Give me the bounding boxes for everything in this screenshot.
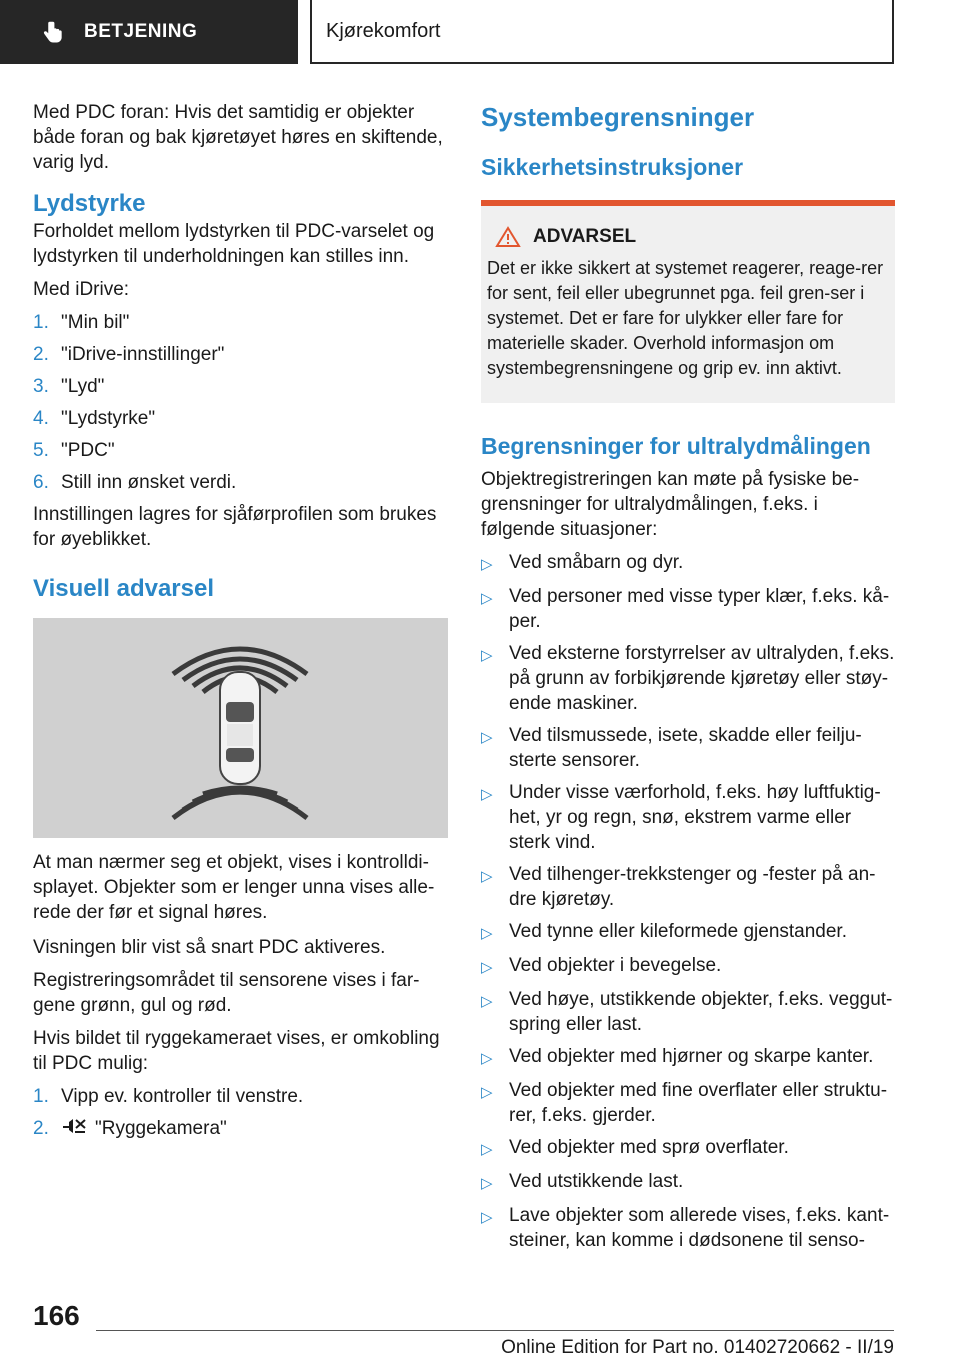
section-tab (0, 0, 298, 64)
section-label: BETJENING (84, 21, 198, 42)
ultrasonic-paragraph: Objektregistreringen kan møte på fysiske be-grensninger for ultralydmålingen, f.eks. i følgende situasjoner: (481, 469, 860, 540)
list-item (33, 342, 448, 367)
list-item (33, 1116, 448, 1141)
list-item-text: Ved objekter med hjørner og skarpe kanter. (509, 1046, 874, 1067)
list-item (481, 1044, 895, 1071)
step-number: 2. (33, 344, 49, 365)
step-number: 1. (33, 312, 49, 333)
list-item (33, 310, 448, 335)
triangle-bullet-icon: ▷ (481, 1209, 493, 1226)
step-number: 6. (33, 472, 49, 493)
ultrasonic-limits-heading: Begrensninger for ultralydmålingen (481, 433, 871, 459)
step-number: 4. (33, 408, 49, 429)
list-item (481, 641, 895, 716)
list-item-text: Ved eksterne forstyrrelser av ultralyden, f.eks. på grunn av forbikjørende kjøretøy eller støy-ende maskiner. (509, 643, 895, 714)
step-text: "Lyd" (61, 376, 105, 397)
warning-box (481, 200, 895, 403)
triangle-bullet-icon: ▷ (481, 786, 493, 803)
limits-list (481, 550, 895, 1253)
warning-triangle-icon (495, 226, 521, 248)
list-item-text: Ved objekter med sprø overflater. (509, 1137, 789, 1158)
triangle-bullet-icon: ▷ (481, 590, 493, 607)
camera-paragraph: Hvis bildet til ryggekameraet vises, er omkobling til PDC mulig: (33, 1028, 440, 1074)
display-paragraph: Visningen blir vist så snart PDC aktiveres. (33, 937, 386, 958)
triangle-bullet-icon: ▷ (481, 993, 493, 1010)
list-item (33, 406, 448, 431)
triangle-bullet-icon: ▷ (481, 556, 493, 573)
list-item (481, 1078, 895, 1128)
list-item (481, 987, 895, 1037)
rear-camera-icon (61, 1116, 87, 1138)
chapter-title: Kjørekomfort (310, 0, 894, 64)
pdc-front-paragraph: Med PDC foran: Hvis det samtidig er objekter både foran og bak kjøretøyet høres en skiftende, varig lyd. (33, 102, 443, 173)
list-item-text: Ved utstikkende last. (509, 1171, 684, 1192)
page-number: 166 (33, 1300, 80, 1331)
list-item (481, 584, 895, 634)
list-item (481, 862, 895, 912)
step-text: "Min bil" (61, 312, 130, 333)
pdc-display-image (33, 618, 448, 838)
list-item (33, 374, 448, 399)
step-text: "iDrive-innstillinger" (61, 344, 225, 365)
list-item-text: Ved tilsmussede, isete, skadde eller feilju-sterte sensorer. (509, 725, 862, 771)
visual-paragraph: At man nærmer seg et objekt, vises i kontrolldi-splayet. Objekter som er lenger unna vises alle-rede der før et signal høres. (33, 852, 435, 923)
list-item-text: Ved tilhenger-trekkstenger og -fester på an-dre kjøretøy. (509, 864, 876, 910)
edition-footer: Online Edition for Part no. 01402720662 - II/19 (501, 1337, 894, 1358)
triangle-bullet-icon: ▷ (481, 868, 493, 885)
list-item (33, 470, 448, 495)
right-column (481, 100, 895, 1260)
triangle-bullet-icon: ▷ (481, 959, 493, 976)
list-item (33, 1084, 448, 1109)
camera-steps-list (33, 1084, 448, 1141)
list-item-text: Ved objekter med fine overflater eller struktu-rer, f.eks. gjerder. (509, 1080, 888, 1126)
warning-title: ADVARSEL (533, 226, 637, 247)
warning-text: Det er ikke sikkert at systemet reagerer, reage-rer for sent, feil eller ubegrunnet pga. feil gren-ser i systemet. Det er fare for ulykker eller fare for materielle skader. Overhold informasjon om systembegrensningene og grip ev. inn aktivt. (487, 258, 884, 378)
left-column (33, 100, 448, 1148)
volume-steps-list (33, 310, 448, 495)
triangle-bullet-icon: ▷ (481, 729, 493, 746)
list-item (481, 919, 895, 946)
stored-paragraph: Innstillingen lagres for sjåførprofilen som brukes for øyeblikket. (33, 504, 437, 550)
step-text: Vipp ev. kontroller til venstre. (61, 1086, 304, 1107)
step-number: 2. (33, 1118, 49, 1139)
list-item (481, 953, 895, 980)
triangle-bullet-icon: ▷ (481, 925, 493, 942)
idrive-label: Med iDrive: (33, 279, 130, 300)
list-item (481, 780, 895, 855)
list-item (481, 550, 895, 577)
car-sensor-illustration (33, 618, 448, 838)
volume-paragraph: Forholdet mellom lydstyrken til PDC-varselet og lydstyrken til underholdningen kan stilles inn. (33, 221, 435, 267)
system-limits-heading: Systembegrensninger (481, 102, 755, 132)
list-item-text: Ved småbarn og dyr. (509, 552, 684, 573)
triangle-bullet-icon: ▷ (481, 1141, 493, 1158)
hand-pointer-icon (40, 19, 66, 45)
step-text: Still inn ønsket verdi. (61, 472, 237, 493)
volume-heading: Lydstyrke (33, 190, 146, 217)
step-text: "Lydstyrke" (61, 408, 156, 429)
list-item (481, 723, 895, 773)
triangle-bullet-icon: ▷ (481, 1084, 493, 1101)
list-item (481, 1203, 895, 1253)
triangle-bullet-icon: ▷ (481, 647, 493, 664)
list-item (481, 1135, 895, 1162)
triangle-bullet-icon: ▷ (481, 1050, 493, 1067)
list-item-text: Ved objekter i bevegelse. (509, 955, 722, 976)
list-item-text: Lave objekter som allerede vises, f.eks. kant-steiner, kan komme i dødsonene til senso- (509, 1205, 890, 1251)
list-item-text: Ved personer med visse typer klær, f.eks. kå-per. (509, 586, 890, 632)
step-number: 1. (33, 1086, 49, 1107)
list-item (481, 1169, 895, 1196)
footer-divider (96, 1330, 894, 1331)
triangle-bullet-icon: ▷ (481, 1175, 493, 1192)
list-item-text: Ved tynne eller kileformede gjenstander. (509, 921, 847, 942)
step-number: 3. (33, 376, 49, 397)
list-item-text: Under visse værforhold, f.eks. høy luftfuktig-het, yr og regn, snø, ekstrem varme eller sterk vind. (509, 782, 881, 853)
colors-paragraph: Registreringsområdet til sensorene vises i far-gene grønn, gul og rød. (33, 970, 420, 1016)
list-item-text: Ved høye, utstikkende objekter, f.eks. veggut-spring eller last. (509, 989, 893, 1035)
list-item (33, 438, 448, 463)
visual-warning-heading: Visuell advarsel (33, 575, 215, 602)
step-number: 5. (33, 440, 49, 461)
step-text: "PDC" (61, 440, 115, 461)
safety-heading: Sikkerhetsinstruksjoner (481, 154, 744, 180)
warning-header (487, 226, 887, 248)
step-text: "Ryggekamera" (95, 1118, 227, 1139)
